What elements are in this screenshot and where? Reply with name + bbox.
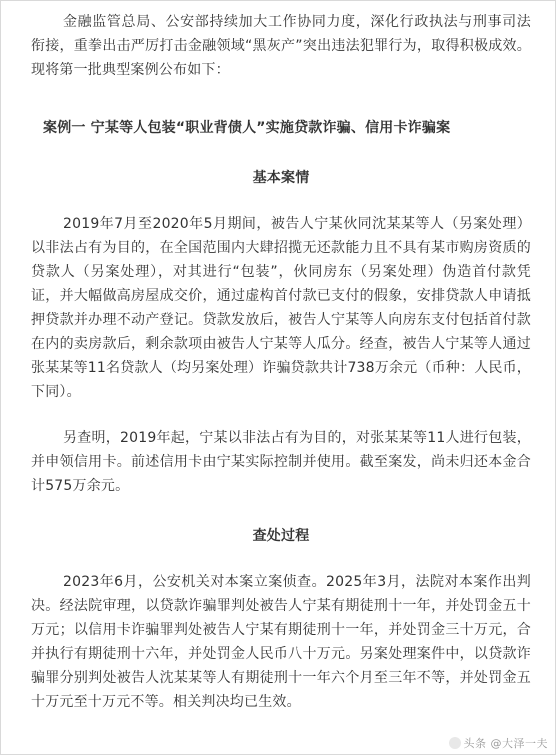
process-paragraph: 2023年6月，公安机关对本案立案侦查。2025年3月，法院对本案作出判决。经法院审理，以贷款诈骗罪判处被告人宁某有期徒刑十一年，并处罚金五十万元；以信用卡诈骗罪判处被告人宁某有期徒刑十一年，并处罚金三十万元，合并执行有期徒刑十六年，并处罚金人民币八十万元。另案处理案件中，以贷款诈骗罪分别判处被告人沈某某等人有期徒刑十一年六个月至三年不等，并处罚金五十万元至十万元不等。相关判决均已生效。 [31,574,531,710]
intro-paragraph: 金融监管总局、公安部持续加大工作协同力度，深化行政执法与刑事司法衔接，重拳出击严厉打击金融领域“黑灰产”突出违法犯罪行为，取得积极成效。现将第一批典型案例公布如下： [31,14,531,78]
basic-facts-paragraph-2: 另查明，2019年起，宁某以非法占有为目的，对张某某等11人进行包装，并申领信用卡。前述信用卡由宁某实际控制并使用。截至案发，尚未归还本金合计575万余元。 [31,430,531,494]
watermark [449,735,549,751]
section-heading-process: 查处过程 [252,528,310,544]
section-heading-basic-facts: 基本案情 [252,170,310,186]
case-title: 案例一 宁某等人包装“职业背债人”实施贷款诈骗、信用卡诈骗案 [43,120,451,136]
article-body [31,10,531,714]
basic-facts-paragraph-1: 2019年7月至2020年5月期间，被告人宁某伙同沈某某等人（另案处理）以非法占有为目的，在全国范围内大肆招揽无还款能力且不具有某市购房资质的贷款人（另案处理），对其进行“包装”，伙同房东（另案处理）伪造首付款凭证，并大幅做高房屋成交价，通过虚构首付款已支付的假象，安排贷款人申请抵押贷款并办理不动产登记。贷款发放后，被告人宁某等人向房东支付包括首付款在内的卖房款后，剩余款项由被告人宁某等人瓜分。经查，被告人宁某等人通过张某某等11名贷款人（均另案处理）诈骗贷款共计738万余元（币种：人民币，下同）。 [31,216,531,400]
watermark-logo-icon [449,737,461,749]
watermark-text: 头条 @大泽一夫 [463,737,548,750]
